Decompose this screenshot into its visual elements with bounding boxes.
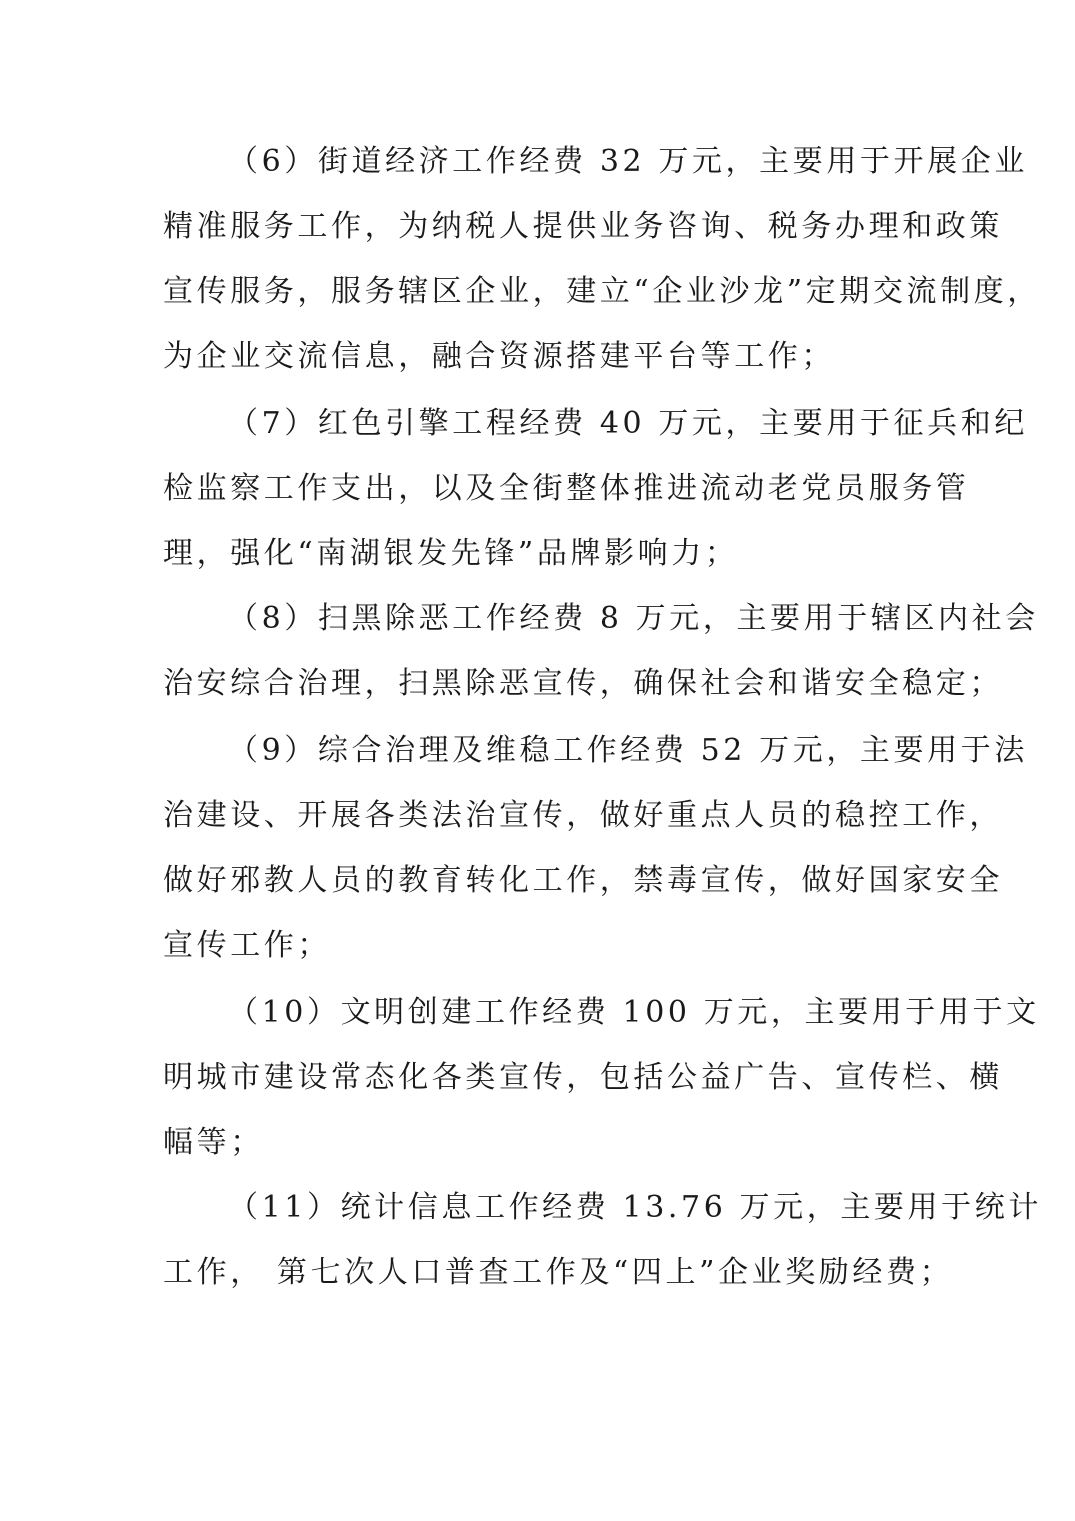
paragraph-7-line-3: 理，强化“南湖银发先锋”品牌影响力； [163,536,739,571]
paragraph-9-line-2: 治建设、开展各类法治宣传，做好重点人员的稳控工作， [163,798,1003,833]
paragraph-6-line-1: （6）街道经济工作经费 32 万元，主要用于开展企业 [228,144,1028,179]
paragraph-8-line-1: （8）扫黑除恶工作经费 8 万元，主要用于辖区内社会 [228,601,1039,636]
paragraph-11-line-2: 工作， 第七次人口普查工作及“四上”企业奖励经费； [163,1255,954,1290]
paragraph-10-line-2: 明城市建设常态化各类宣传，包括公益广告、宣传栏、横 [163,1060,1003,1095]
paragraph-9-line-4: 宣传工作； [163,928,331,963]
paragraph-6-line-2: 精准服务工作，为纳税人提供业务咨询、税务办理和政策 [163,209,1003,244]
paragraph-8-line-2: 治安综合治理，扫黑除恶宣传，确保社会和谐安全稳定； [163,666,1003,701]
paragraph-7-line-1: （7）红色引擎工程经费 40 万元，主要用于征兵和纪 [228,406,1028,441]
paragraph-7-line-2: 检监察工作支出，以及全街整体推进流动老党员服务管 [163,471,970,506]
paragraph-6-line-4: 为企业交流信息，融合资源搭建平台等工作； [163,339,835,374]
paragraph-9-line-3: 做好邪教人员的教育转化工作，禁毒宣传，做好国家安全 [163,863,1003,898]
paragraph-9-line-1: （9）综合治理及维稳工作经费 52 万元，主要用于法 [228,733,1028,768]
paragraph-6-line-3: 宣传服务，服务辖区企业，建立“企业沙龙”定期交流制度， [163,274,1041,309]
paragraph-11-line-1: （11）统计信息工作经费 13.76 万元，主要用于统计 [228,1190,1042,1225]
paragraph-10-line-3: 幅等； [163,1125,264,1160]
paragraph-10-line-1: （10）文明创建工作经费 100 万元，主要用于用于文 [228,995,1040,1030]
